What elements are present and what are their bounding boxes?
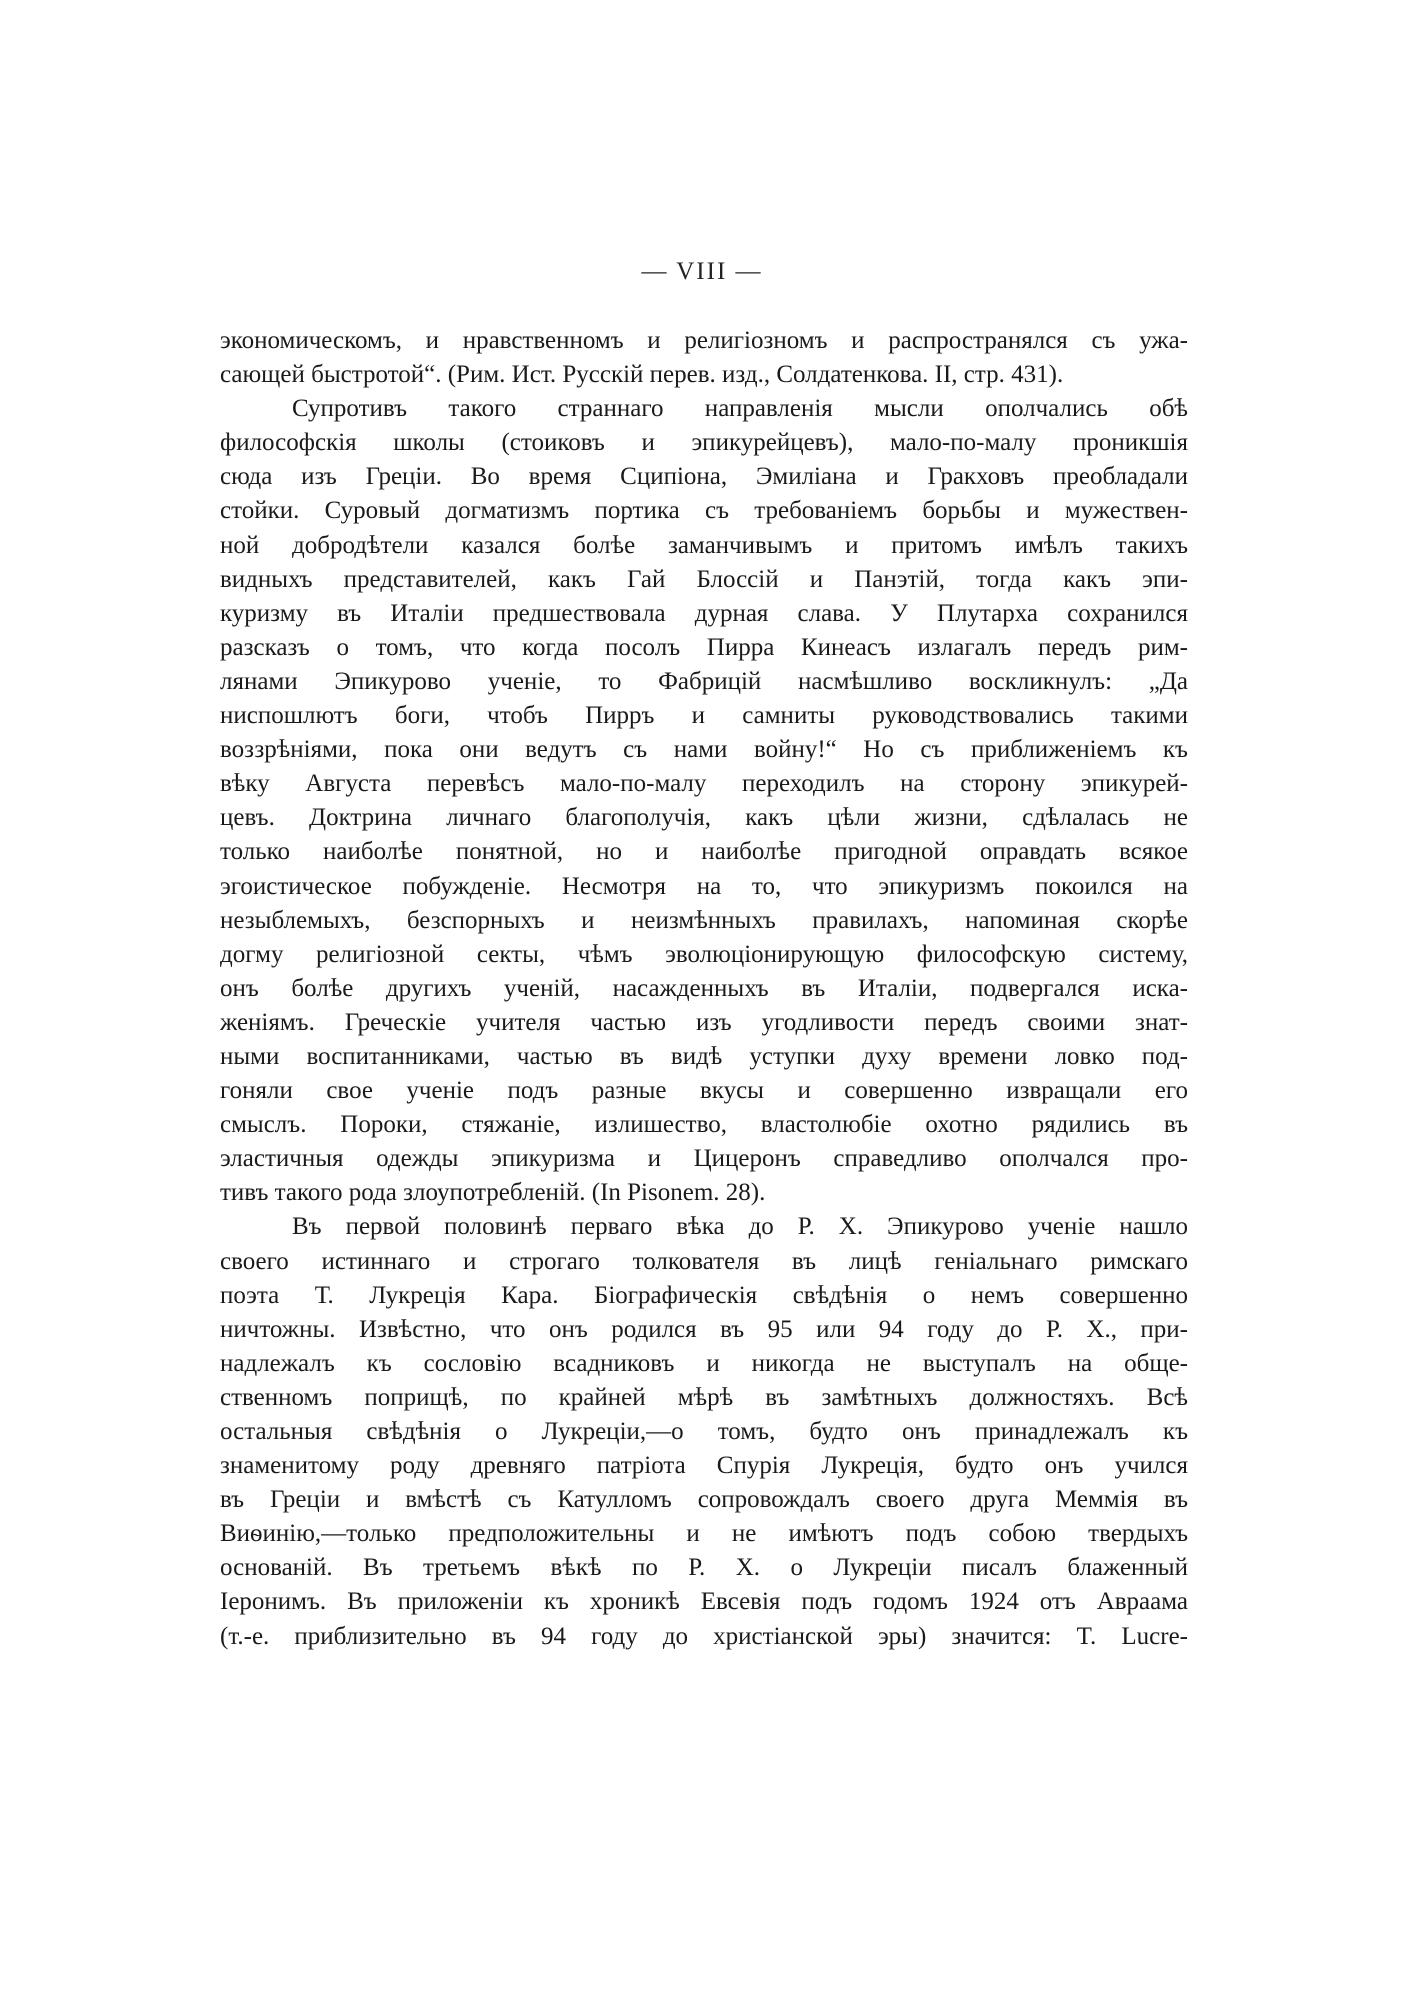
text-line: въ Греціи и вмѣстѣ съ Катулломъ сопровождалъ своего друга Меммія въ: [220, 1486, 1188, 1514]
text-line: основаній. Въ третьемъ вѣкѣ по Р. Х. о Лукреціи писалъ блаженный: [220, 1554, 1188, 1582]
text-line: незыблемыхъ, безспорныхъ и неизмѣнныхъ правилахъ, напоминая скорѣе: [220, 906, 1188, 934]
text-line: тивъ такого рода злоупотребленій. (In Pisonem. 28).: [220, 1179, 766, 1207]
text-line: видныхъ представителей, какъ Гай Блоссій и Панэтій, тогда какъ эпи-: [220, 565, 1188, 593]
text-line: догму религіозной секты, чѣмъ эволюціонирующую философскую систему,: [220, 940, 1188, 968]
text-line: воззрѣніями, пока они ведутъ съ нами войну!“ Но съ приближеніемъ къ: [220, 736, 1188, 764]
text-line: смыслъ. Пороки, стяжаніе, излишество, властолюбіе охотно рядились въ: [220, 1111, 1188, 1139]
text-line: Іеронимъ. Въ приложеніи къ хроникѣ Евсевія подъ годомъ 1924 отъ Авраама: [220, 1588, 1188, 1616]
text-line: сюда изъ Греціи. Во время Сципіона, Эмиліана и Гракховъ преобладали: [220, 463, 1188, 491]
text-line: (т.-е. приблизительно въ 94 году до христіанской эры) значится: T. Lucre-: [220, 1622, 1188, 1650]
text-line: эластичныя одежды эпикуризма и Цицеронъ справедливо ополчался про-: [220, 1145, 1188, 1173]
text-line: знаменитому роду древняго патріота Спурія Лукреція, будто онъ учился: [220, 1452, 1188, 1480]
text-line: сающей быстротой“. (Рим. Ист. Русскій перев. изд., Солдатенкова. II, стр. 431).: [220, 361, 1064, 389]
text-line: ниспошлютъ боги, чтобъ Пирръ и самниты руководствовались такими: [220, 702, 1188, 730]
page-number: — VIII —: [641, 258, 763, 285]
text-line: ными воспитанниками, частью въ видѣ уступки духу времени ловко под-: [220, 1042, 1188, 1070]
text-line: женіямъ. Греческіе учителя частью изъ угодливости передъ своими знат-: [220, 1008, 1188, 1036]
text-line: философскія школы (стоиковъ и эпикурейцевъ), мало-по-малу проникшія: [220, 429, 1188, 457]
text-line: остальныя свѣдѣнія о Лукреціи,—о томъ, будто онъ принадлежалъ къ: [220, 1418, 1188, 1445]
text-line: поэта Т. Лукреція Кара. Біографическія свѣдѣнія о немъ совершенно: [220, 1281, 1188, 1309]
text-line: только наиболѣе понятной, но и наиболѣе пригодной оправдать всякое: [220, 838, 1188, 866]
text-line: стойки. Суровый догматизмъ портика съ требованіемъ борьбы и мужествен-: [220, 497, 1188, 525]
text-line: Въ первой половинѣ перваго вѣка до Р. Х. Эпикурово ученіе нашло: [292, 1213, 1188, 1241]
text-line: ничтожны. Извѣстно, что онъ родился въ 95 или 94 году до Р. Х., при-: [220, 1315, 1188, 1343]
text-line: куризму въ Италіи предшествовала дурная слава. У Плутарха сохранился: [220, 599, 1188, 627]
text-line: Супротивъ такого страннаго направленія мысли ополчались обѣ: [292, 395, 1188, 423]
text-line: вѣку Августа перевѣсъ мало-по-малу переходилъ на сторону эпикурей-: [220, 770, 1188, 798]
text-line: надлежалъ къ сословію всадниковъ и никогда не выступалъ на обще-: [220, 1349, 1188, 1377]
text-line: гоняли свое ученіе подъ разные вкусы и совершенно извращали его: [220, 1077, 1188, 1105]
text-line: цевъ. Доктрина личнаго благополучія, какъ цѣли жизни, сдѣлалась не: [220, 804, 1188, 832]
text-line: лянами Эпикурово ученіе, то Фабрицій насмѣшливо воскликнулъ: „Да: [220, 667, 1188, 695]
body-text: [220, 324, 1188, 1654]
text-line: своего истиннаго и строгаго толкователя въ лицѣ геніальнаго римскаго: [220, 1247, 1188, 1275]
text-line: Виѳинію,—только предположительны и не имѣютъ подъ собою твердыхъ: [220, 1520, 1188, 1548]
text-line: онъ болѣе другихъ ученій, насажденныхъ въ Италіи, подвергался иска-: [220, 974, 1188, 1002]
text-line: ственномъ поприщѣ, по крайней мѣрѣ въ замѣтныхъ должностяхъ. Всѣ: [220, 1383, 1188, 1411]
text-line: ной добродѣтели казался болѣе заманчивымъ и притомъ имѣлъ такихъ: [220, 531, 1188, 559]
text-line: эгоистическое побужденіе. Несмотря на то, что эпикуризмъ покоился на: [220, 872, 1188, 900]
text-line: разсказъ о томъ, что когда посолъ Пирра Кинеасъ излагалъ передъ рим-: [220, 633, 1188, 661]
text-line: экономическомъ, и нравственномъ и религіозномъ и распространялся съ ужа-: [220, 327, 1188, 354]
